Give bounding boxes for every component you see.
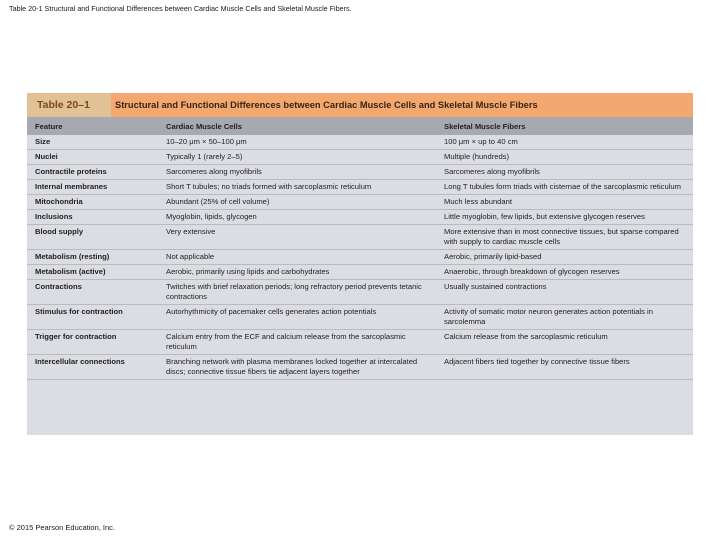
cell-cardiac: Twitches with brief relaxation periods; long refractory period prevents tetanic contractions [158, 280, 436, 305]
cell-cardiac: Myoglobin, lipids, glycogen [158, 210, 436, 225]
cell-skeletal: More extensive than in most connective tissues, but sparse compared with supply to cardiac muscle cells [436, 225, 693, 250]
cell-skeletal: Anaerobic, through breakdown of glycogen reserves [436, 265, 693, 280]
cell-cardiac: Very extensive [158, 225, 436, 250]
header-skeletal: Skeletal Muscle Fibers [436, 117, 693, 135]
cell-feature: Contractile proteins [27, 165, 158, 180]
table-row [27, 165, 693, 180]
cell-feature: Nuclei [27, 150, 158, 165]
cell-cardiac: Short T tubules; no triads formed with sarcoplasmic reticulum [158, 180, 436, 195]
comparison-table [27, 117, 693, 380]
table-caption: Structural and Functional Differences between Cardiac Muscle Cells and Skeletal Muscle Fibers [115, 100, 538, 110]
cell-skeletal: Calcium release from the sarcoplasmic reticulum [436, 330, 693, 355]
cell-cardiac: Abundant (25% of cell volume) [158, 195, 436, 210]
cell-skeletal: Long T tubules form triads with cisternae of the sarcoplasmic reticulum [436, 180, 693, 195]
table-row [27, 195, 693, 210]
cell-feature: Inclusions [27, 210, 158, 225]
cell-skeletal: Multiple (hundreds) [436, 150, 693, 165]
cell-skeletal: Adjacent fibers tied together by connective tissue fibers [436, 355, 693, 380]
table-row [27, 135, 693, 150]
table-banner [27, 93, 693, 117]
cell-skeletal: Aerobic, primarily lipid-based [436, 250, 693, 265]
cell-feature: Trigger for contraction [27, 330, 158, 355]
header-feature: Feature [27, 117, 158, 135]
cell-skeletal: Little myoglobin, few lipids, but extensive glycogen reserves [436, 210, 693, 225]
cell-feature: Metabolism (active) [27, 265, 158, 280]
table-row [27, 250, 693, 265]
cell-cardiac: Not applicable [158, 250, 436, 265]
header-cardiac: Cardiac Muscle Cells [158, 117, 436, 135]
table-row [27, 265, 693, 280]
cell-cardiac: Sarcomeres along myofibrils [158, 165, 436, 180]
cell-feature: Intercellular connections [27, 355, 158, 380]
table-row [27, 210, 693, 225]
table-row [27, 150, 693, 165]
cell-cardiac: 10–20 μm × 50–100 μm [158, 135, 436, 150]
table-header-row [27, 117, 693, 135]
cell-skeletal: Activity of somatic motor neuron generates action potentials in sarcolemma [436, 305, 693, 330]
table-row [27, 355, 693, 380]
cell-skeletal: Sarcomeres along myofibrils [436, 165, 693, 180]
cell-skeletal: 100 μm × up to 40 cm [436, 135, 693, 150]
cell-feature: Internal membranes [27, 180, 158, 195]
cell-feature: Mitochondria [27, 195, 158, 210]
page-title: Table 20-1 Structural and Functional Differences between Cardiac Muscle Cells and Skeletal Muscle Fibers. [9, 4, 352, 13]
cell-skeletal: Much less abundant [436, 195, 693, 210]
cell-skeletal: Usually sustained contractions [436, 280, 693, 305]
cell-feature: Contractions [27, 280, 158, 305]
cell-cardiac: Autorhythmicity of pacemaker cells generates action potentials [158, 305, 436, 330]
cell-cardiac: Aerobic, primarily using lipids and carbohydrates [158, 265, 436, 280]
copyright-notice: © 2015 Pearson Education, Inc. [9, 523, 116, 532]
table-row [27, 180, 693, 195]
cell-feature: Blood supply [27, 225, 158, 250]
cell-cardiac: Typically 1 (rarely 2–5) [158, 150, 436, 165]
comparison-table-card [27, 93, 693, 435]
cell-feature: Metabolism (resting) [27, 250, 158, 265]
cell-feature: Stimulus for contraction [27, 305, 158, 330]
cell-cardiac: Branching network with plasma membranes locked together at intercalated discs; connective tissue fibers tie adjacent layers together [158, 355, 436, 380]
cell-feature: Size [27, 135, 158, 150]
table-number-tag: Table 20–1 [27, 93, 111, 117]
table-row [27, 305, 693, 330]
cell-cardiac: Calcium entry from the ECF and calcium release from the sarcoplasmic reticulum [158, 330, 436, 355]
table-row [27, 280, 693, 305]
table-row [27, 330, 693, 355]
table-body [27, 135, 693, 380]
table-row [27, 225, 693, 250]
